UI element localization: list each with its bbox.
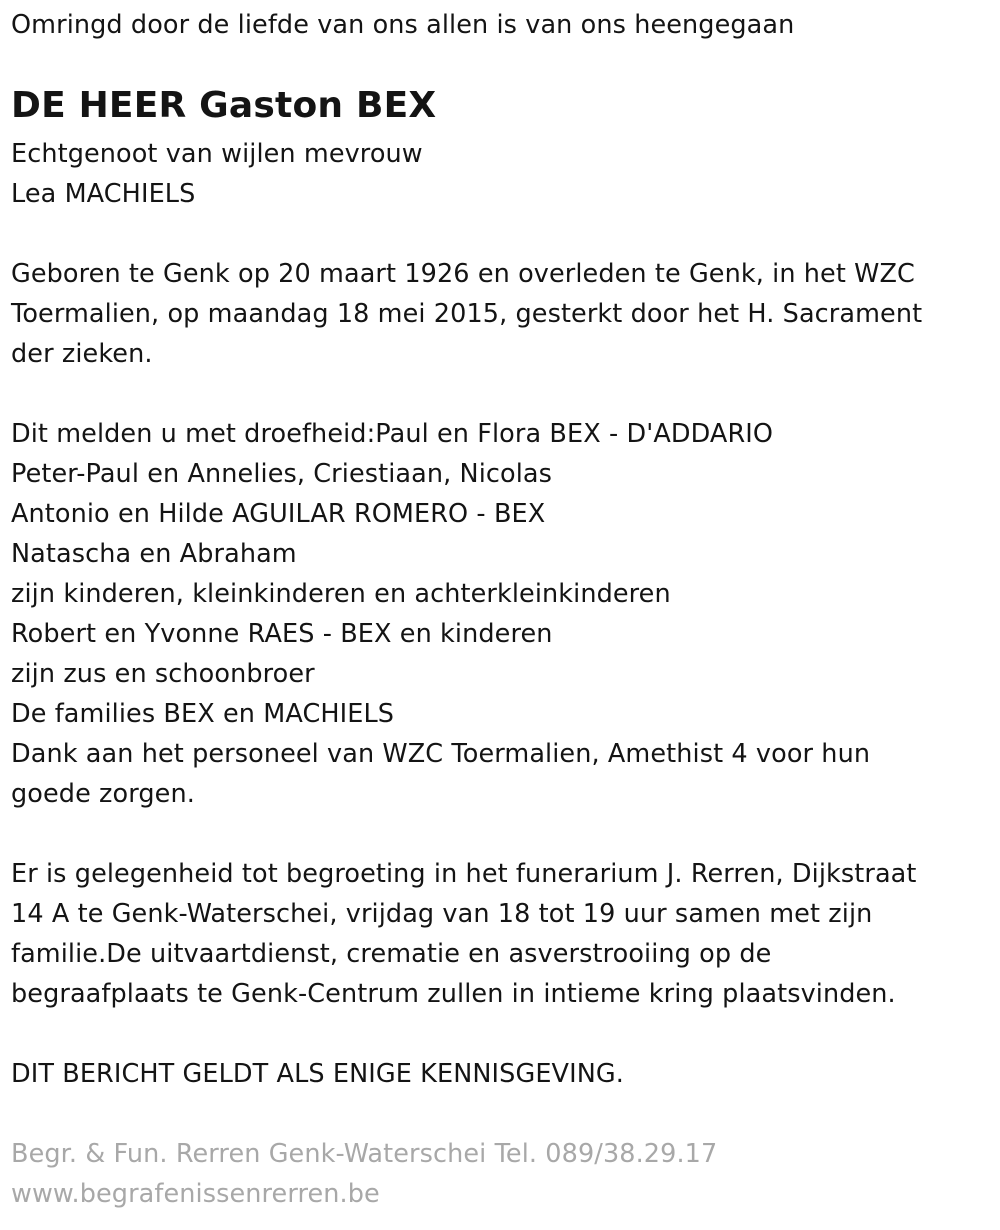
family-paragraph: [11, 414, 870, 814]
visitation-paragraph: [11, 854, 917, 1014]
paragraph-line: Toermalien, op maandag 18 mei 2015, gesterkt door het H. Sacrament: [11, 299, 923, 329]
family-line: zijn kinderen, kleinkinderen en achterkleinkinderen: [11, 579, 671, 609]
family-line: Antonio en Hilde AGUILAR ROMERO - BEX: [11, 499, 546, 529]
family-line: goede zorgen.: [11, 779, 195, 809]
birth-death-paragraph: [11, 254, 922, 374]
family-line: Dank aan het personeel van WZC Toermalien, Amethist 4 voor hun: [11, 739, 871, 769]
family-line: zijn zus en schoonbroer: [11, 659, 315, 689]
family-line: Dit melden u met droefheid:Paul en Flora BEX - D'ADDARIO: [11, 419, 774, 449]
intro-text: Omringd door de liefde van ons allen is van ons heengegaan: [11, 10, 795, 40]
paragraph-line: Er is gelegenheid tot begroeting in het funerarium J. Rerren, Dijkstraat: [11, 859, 917, 889]
paragraph-line: Geboren te Genk op 20 maart 1926 en overleden te Genk, in het WZC: [11, 259, 915, 289]
spouse-line: Echtgenoot van wijlen mevrouw: [11, 139, 423, 169]
family-line: Natascha en Abraham: [11, 539, 297, 569]
family-line: De families BEX en MACHIELS: [11, 699, 395, 729]
paragraph-line: familie.De uitvaartdienst, crematie en asverstrooiing op de: [11, 939, 772, 969]
paragraph-line: der zieken.: [11, 339, 153, 369]
notice-text: DIT BERICHT GELDT ALS ENIGE KENNISGEVING.: [11, 1059, 624, 1089]
spouse-section: [11, 134, 423, 214]
funeral-home-contact: Begr. & Fun. Rerren Genk-Waterschei Tel. 089/38.29.17: [11, 1139, 718, 1169]
family-line: Robert en Yvonne RAES - BEX en kinderen: [11, 619, 553, 649]
notice-section: [11, 1054, 624, 1094]
family-line: Peter-Paul en Annelies, Criestiaan, Nicolas: [11, 459, 553, 489]
funeral-home-website: www.begrafenissenrerren.be: [11, 1179, 380, 1209]
paragraph-line: begraafplaats te Genk-Centrum zullen in intieme kring plaatsvinden.: [11, 979, 896, 1009]
funeral-home-footer: [11, 1134, 717, 1214]
spouse-line: Lea MACHIELS: [11, 179, 196, 209]
paragraph-line: 14 A te Genk-Waterschei, vrijdag van 18 tot 19 uur samen met zijn: [11, 899, 873, 929]
deceased-name: DE HEER Gaston BEX: [11, 85, 437, 126]
